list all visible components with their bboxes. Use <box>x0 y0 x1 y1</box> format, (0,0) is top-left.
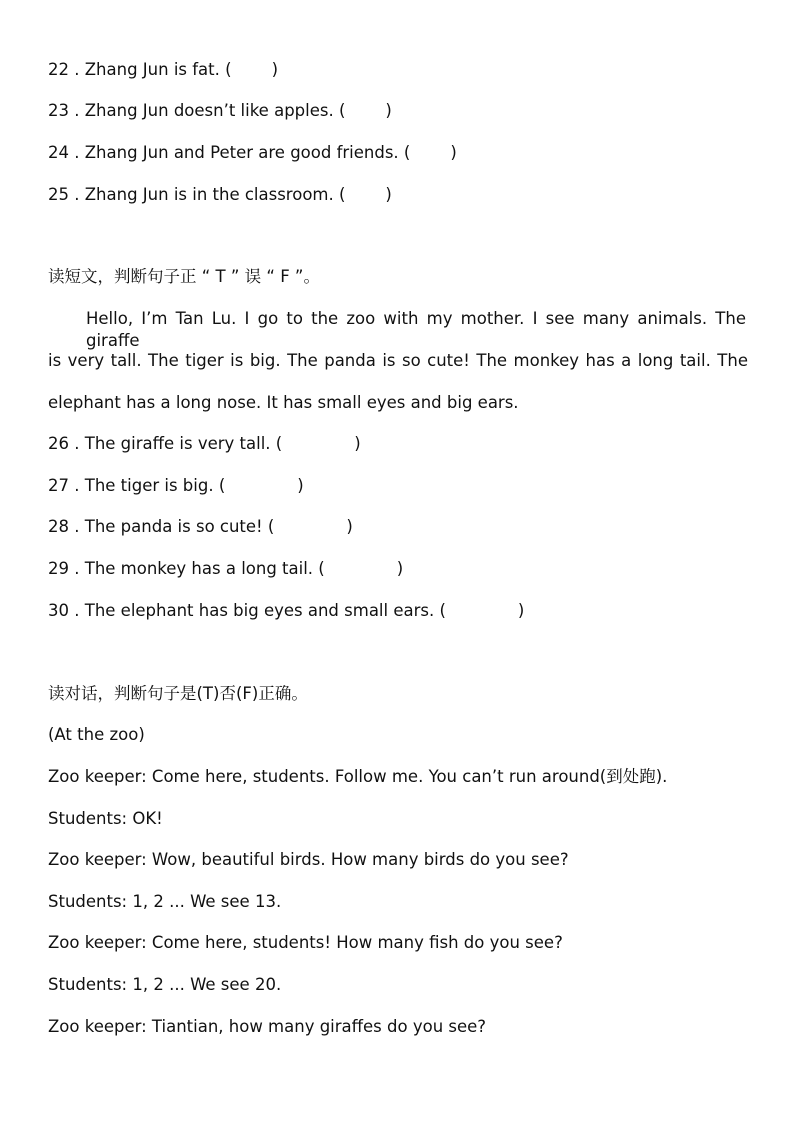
dialogue-line <box>48 891 748 913</box>
question-text: . Zhang Jun is in the classroom. ( <box>74 185 346 204</box>
dialogue-line <box>48 1016 748 1038</box>
close-paren: ) <box>297 476 304 495</box>
question-24 <box>48 142 748 164</box>
close-paren: ) <box>354 434 361 453</box>
question-23 <box>48 100 748 122</box>
speaker: Students: <box>48 975 128 994</box>
question-number: 26 <box>48 434 69 453</box>
question-27 <box>48 475 748 497</box>
speaker: Zoo keeper: <box>48 850 147 869</box>
close-paren: ) <box>385 185 392 204</box>
question-text: . Zhang Jun is fat. ( <box>74 60 232 79</box>
question-number: 22 <box>48 60 69 79</box>
dialogue-line <box>48 849 748 871</box>
dialogue-setting: (At the zoo) <box>48 725 145 744</box>
question-text: . Zhang Jun doesn’t like apples. ( <box>74 101 346 120</box>
question-number: 25 <box>48 185 69 204</box>
question-29 <box>48 558 748 580</box>
question-30 <box>48 600 748 622</box>
section3-instruction: 读对话，判断句子是(T)否(F)正确。 <box>48 684 308 703</box>
section2-instruction: 读短文，判断句子正 “ T ” 误 “ F ”。 <box>48 267 320 286</box>
question-28 <box>48 516 748 538</box>
speaker: Students: <box>48 809 128 828</box>
question-text: . The giraffe is very tall. ( <box>74 434 283 453</box>
passage-line-1: Hello, I’m Tan Lu. I go to the zoo with my mother. I see many animals. The giraffe <box>86 309 746 350</box>
question-22 <box>48 59 748 81</box>
question-text: . The panda is so cute! ( <box>74 517 275 536</box>
utterance: Come here, students. Follow me. You can’t run around(到处跑). <box>146 767 668 786</box>
question-text: . Zhang Jun and Peter are good friends. ( <box>74 143 411 162</box>
dialogue-line <box>48 974 748 996</box>
dialogue-line <box>48 766 748 788</box>
close-paren: ) <box>450 143 457 162</box>
speaker: Students: <box>48 892 128 911</box>
passage-line-3: elephant has a long nose. It has small eyes and big ears. <box>48 393 519 412</box>
question-text: . The monkey has a long tail. ( <box>74 559 325 578</box>
close-paren: ) <box>385 101 392 120</box>
speaker: Zoo keeper: <box>48 1017 147 1036</box>
question-number: 24 <box>48 143 69 162</box>
utterance: Wow, beautiful birds. How many birds do you see? <box>146 850 569 869</box>
utterance: 1, 2 ... We see 13. <box>127 892 282 911</box>
speaker: Zoo keeper: <box>48 933 147 952</box>
question-number: 27 <box>48 476 69 495</box>
dialogue-line <box>48 808 748 830</box>
utterance: OK! <box>127 809 163 828</box>
question-number: 28 <box>48 517 69 536</box>
utterance: Come here, students! How many fish do you see? <box>146 933 563 952</box>
question-number: 29 <box>48 559 69 578</box>
question-number: 23 <box>48 101 69 120</box>
utterance: Tiantian, how many giraffes do you see? <box>146 1017 487 1036</box>
dialogue-line <box>48 932 748 954</box>
question-25 <box>48 184 748 206</box>
question-text: . The elephant has big eyes and small ears. ( <box>74 601 446 620</box>
close-paren: ) <box>271 60 278 79</box>
close-paren: ) <box>517 601 525 620</box>
passage-line-2: is very tall. The tiger is big. The panda is so cute! The monkey has a long tail. The <box>48 351 748 370</box>
close-paren: ) <box>346 517 353 536</box>
question-number: 30 <box>48 601 69 620</box>
speaker: Zoo keeper: <box>48 767 147 786</box>
close-paren: ) <box>396 559 404 578</box>
question-text: . The tiger is big. ( <box>74 476 226 495</box>
utterance: 1, 2 ... We see 20. <box>127 975 282 994</box>
question-26 <box>48 433 748 455</box>
